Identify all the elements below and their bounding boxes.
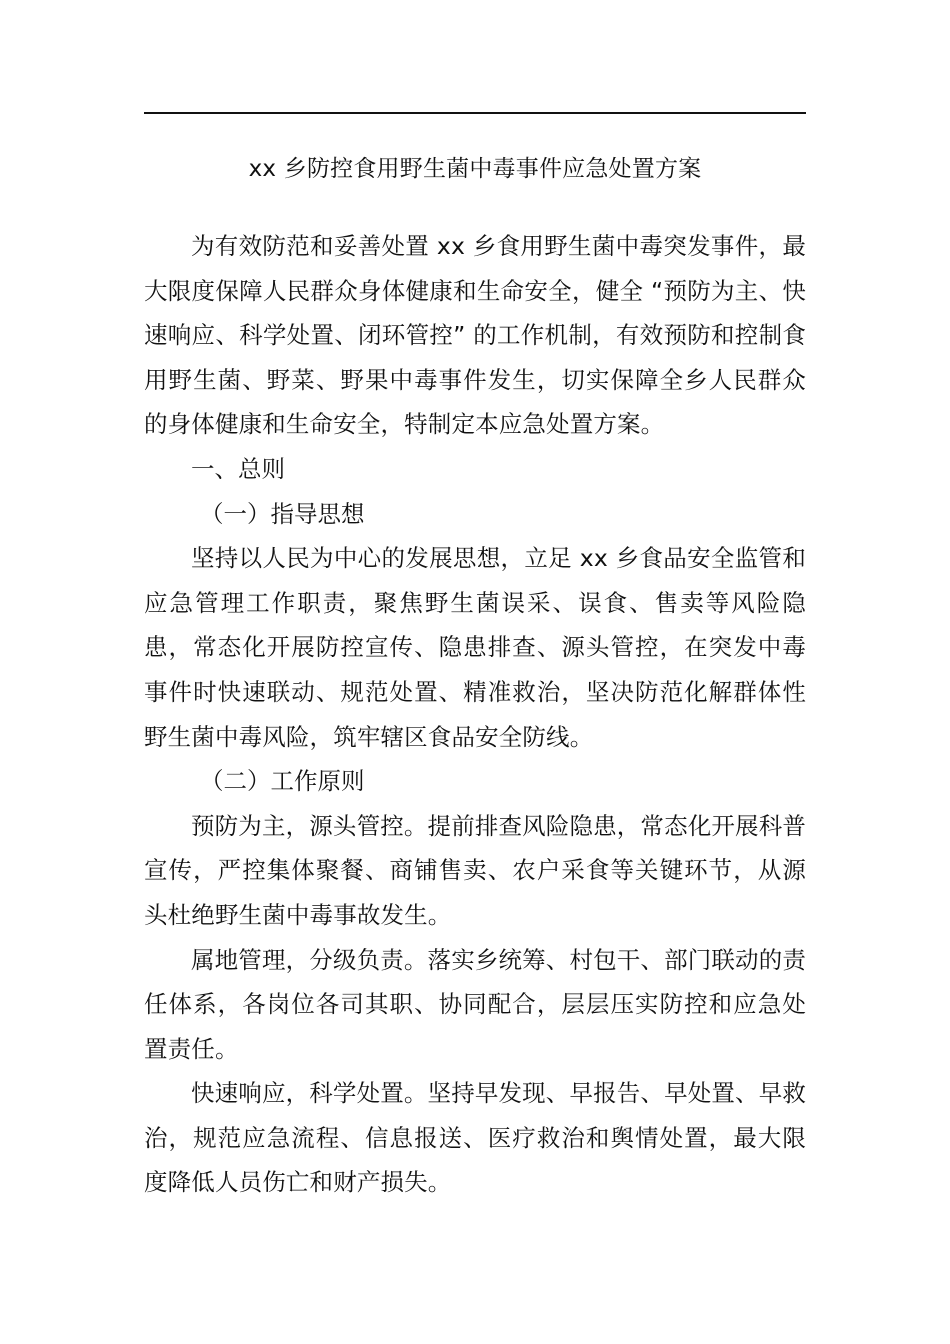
principle-paragraph-local-management: 属地管理，分级负责。落实乡统筹、村包干、部门联动的责任体系，各岗位各司其职、协同配合，层层压实防控和应急处置责任。 [144, 945, 806, 1063]
intro-paragraph: 为有效防范和妥善处置 xx 乡食用野生菌中毒突发事件，最大限度保障人民群众身体健康和生命安全，健全 “预防为主、快速响应、科学处置、闭环管控” 的工作机制，有效预防和控制食用野生菌、野菜、野果中毒事件发生，切实保障全乡人民群众的身体健康和生命安全，特制定本应急处置方案。 [144, 232, 806, 439]
principle-paragraph-prevention: 预防为主，源头管控。提前排查风险隐患，常态化开展科普宣传，严控集体聚餐、商铺售卖、农户采食等关键环节，从源头杜绝野生菌中毒事故发生。 [144, 811, 806, 929]
document-body [144, 224, 806, 1205]
subsection-heading-work-principles: （二）工作原则 [200, 767, 365, 796]
principle-paragraph-rapid-response: 快速响应，科学处置。坚持早发现、早报告、早处置、早救治，规范应急流程、信息报送、医疗救治和舆情处置，最大限度降低人员伤亡和财产损失。 [144, 1079, 806, 1197]
section-heading-general: 一、总则 [191, 454, 285, 483]
document-title: xx 乡防控食用野生菌中毒事件应急处置方案 [248, 156, 702, 182]
guiding-thought-paragraph: 坚持以人民为中心的发展思想，立足 xx 乡食品安全监管和应急管理工作职责，聚焦野生菌误采、误食、售卖等风险隐患，常态化开展防控宣传、隐患排查、源头管控，在突发中毒事件时快速联动、规范处置、精准救治，坚决防范化解群体性野生菌中毒风险，筑牢辖区食品安全防线。 [144, 544, 806, 751]
header-rule [144, 112, 806, 114]
subsection-heading-guiding-thought: （一）指导思想 [200, 499, 365, 528]
